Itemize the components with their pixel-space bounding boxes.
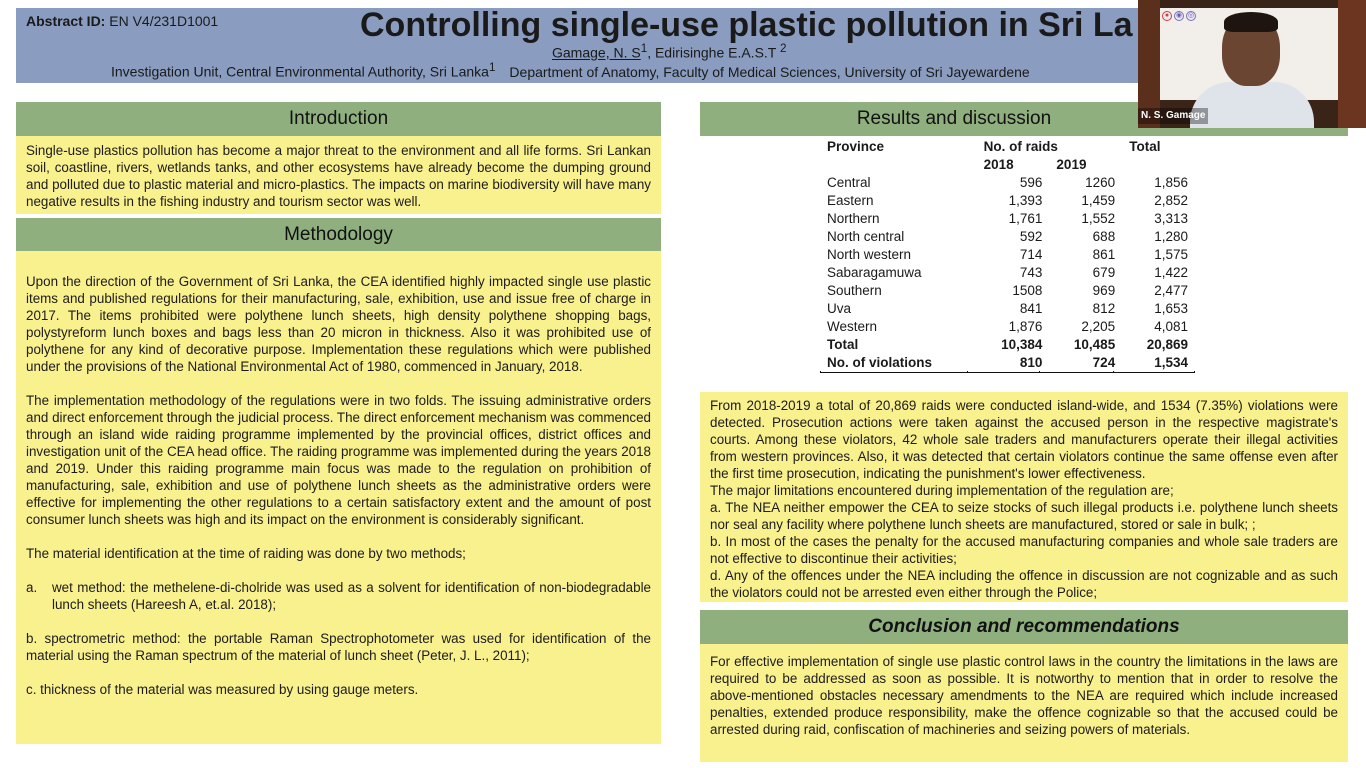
methodology-item-c: c. thickness of the material was measured by using gauge meters.	[26, 682, 419, 697]
methodology-heading: Methodology	[16, 218, 661, 251]
methodology-box	[16, 251, 661, 744]
table-row	[820, 281, 1195, 299]
conclusion-heading: Conclusion and recommendations	[700, 610, 1348, 644]
cell-total: 1,653	[1154, 300, 1188, 316]
mic-muted-icon[interactable]: ●	[1162, 11, 1172, 21]
cell-2019: 1260	[1085, 174, 1116, 190]
poster-authors: Gamage, N. $S^1$, Edirisinghe E.A.S.T $^2$	[552, 42, 787, 61]
cell-total: 1,534	[1154, 354, 1188, 370]
cell-2018: 714	[1019, 246, 1043, 262]
table-row	[820, 209, 1195, 227]
table-row	[820, 263, 1195, 281]
introduction-text: Single-use plastics pollution has become a major threat to the environment and all life forms. Sri Lankan soil, coastline, rivers, wetlands tanks, and other ecosystems have already become the dumping ground and polluted due to plastic material and micro-plastics. The impacts on marine biodiversity will have many negative results in the fishing industry and tourism sector was well.	[26, 143, 651, 209]
abstract-id: Abstract ID: EN V4/231D1001	[26, 13, 219, 29]
cell-province: Sabaragamuwa	[827, 264, 922, 280]
methodology-item-a: a. wet method: the methelene-di-cholride was used as a solvent for identification of non-biodegradable lunch sheets (Hareesh A, et.al. 2018);	[26, 580, 651, 612]
header-no-of-raids: No. of raids	[983, 138, 1058, 154]
cell-2018: 1,876	[1008, 318, 1043, 334]
cell-total: 2,477	[1154, 282, 1188, 298]
cell-province: Western	[827, 318, 878, 334]
cell-total: 1,280	[1154, 228, 1188, 244]
video-tile-icons	[1162, 11, 1196, 21]
table-row	[820, 191, 1195, 209]
cell-total: 2,852	[1154, 192, 1188, 208]
cell-2018: 1,393	[1008, 192, 1043, 208]
header-2018: 2018	[983, 156, 1014, 172]
table-total-row	[820, 335, 1195, 353]
cell-2019: 1,459	[1081, 192, 1116, 208]
cell-total: 1,856	[1154, 174, 1188, 190]
cell-2019: 679	[1092, 264, 1116, 280]
cell-province: Total	[827, 336, 859, 352]
cell-province: Central	[827, 174, 871, 190]
cell-2018: 592	[1019, 228, 1043, 244]
raids-table	[820, 137, 1195, 371]
table-header-row	[820, 155, 1195, 173]
header-total: Total	[1129, 138, 1161, 154]
table-row	[820, 173, 1195, 191]
results-limitation-b: b. In most of the cases the penalty for the accused manufacturing companies and whole sale traders are not effective to discontinue their activities;	[710, 534, 1338, 566]
results-limitation-a: a. The NEA neither empower the CEA to seize stocks of such illegal products i.e. polythene lunch sheets nor seal any facility where polythene lunch sheets are manufactured, stored or sale in bulk; ;	[710, 500, 1338, 532]
results-text-box	[700, 392, 1348, 602]
cell-total: 3,313	[1154, 210, 1188, 226]
results-limitation-d: d. Any of the offences under the NEA including the offence in discussion are not cognizable and as such the violators could not be arrested even either through the Police;	[710, 568, 1338, 600]
cell-2018: 743	[1019, 264, 1043, 280]
cell-2019: 969	[1092, 282, 1116, 298]
camera-icon[interactable]: ◉	[1175, 12, 1183, 19]
table-header-row	[820, 137, 1195, 155]
cell-total: 4,081	[1154, 318, 1188, 334]
cell-province: Northern	[827, 210, 880, 226]
table-row	[820, 227, 1195, 245]
cell-2019: 812	[1092, 300, 1116, 316]
participant-figure	[1190, 82, 1314, 128]
cell-province: North central	[827, 228, 905, 244]
methodology-item-b: b. spectrometric method: the portable Raman Spectrophotometer was used for identification of the material using the Raman spectrum of the material of lunch sheet (Peter, J. L., 2011);	[26, 631, 651, 663]
table-row	[820, 299, 1195, 317]
introduction-box	[16, 136, 661, 214]
cell-province: North western	[827, 246, 912, 262]
cell-2019: 724	[1092, 354, 1116, 370]
results-limitations-intro: The major limitations encountered during implementation of the regulation are;	[710, 483, 1174, 498]
cell-2019: 2,205	[1081, 318, 1116, 334]
cell-2019: 688	[1092, 228, 1116, 244]
cell-2018: 596	[1019, 174, 1043, 190]
conclusion-box	[700, 644, 1348, 762]
header-province: Province	[827, 138, 885, 154]
methodology-paragraph: The material identification at the time of raiding was done by two methods;	[26, 546, 466, 561]
cell-2018: 1,761	[1008, 210, 1043, 226]
cell-2019: 861	[1092, 246, 1116, 262]
cell-2019: 1,552	[1081, 210, 1116, 226]
participant-name-label: N. S. Gamage	[1138, 108, 1208, 124]
cell-2018: 810	[1019, 354, 1043, 370]
table-row	[820, 317, 1195, 335]
results-paragraph: From 2018-2019 a total of 20,869 raids were conducted island-wide, and 1534 (7.35%) violations were detected. Prosecution actions were taken against the accused person in the respective magistrate's courts. Among these violators, 42 whole sale traders and manufacturers operate their illegal activities from western provinces. Also, it was detected that certain violators continue the same offense even after the first time prosecution, indicating the punishment's lower effectiveness.	[710, 398, 1338, 481]
cell-2018: 1508	[1012, 282, 1043, 298]
methodology-paragraph: The implementation methodology of the regulations were in two folds. The issuing administrative orders and direct enforcement through the judicial process. The direct enforcement mechanism was commenced through an island wide raiding programme implemented by the provincial offices, district offices and investigation unit of the CEA head office. The raiding programme was implemented during the years 2018 and 2019. Under this raiding programme main focus was made to the regulation on prohibition of manufacturing, sale, exhibition and use of polythene lunch sheets as the administrative orders were effective for implementing the other regulations to a certain satisfactory extent and the amount of post consumer lunch sheets was high and its impact on the environment is considerably significant.	[26, 393, 651, 527]
table-violations-row	[820, 353, 1195, 371]
poster-affiliations: Investigation Unit, Central Environmental Authority, Sri Lanka$^1$ Department of Anatomy, Faculty of Medical Sciences, University of Sri Jayewardene	[111, 61, 1030, 80]
poster-title: Controlling single-use plastic pollution in Sri La	[360, 6, 1133, 44]
introduction-heading: Introduction	[16, 102, 661, 136]
cell-province: No. of violations	[827, 354, 933, 370]
participant-video-tile[interactable]	[1138, 0, 1366, 128]
header-2019: 2019	[1056, 156, 1087, 172]
results-heading: Results and discussion	[700, 102, 1348, 136]
cell-total: 1,422	[1154, 264, 1188, 280]
cell-province: Uva	[827, 300, 852, 316]
cell-2019: 10,485	[1073, 336, 1116, 352]
cell-2018: 841	[1019, 300, 1043, 316]
conclusion-text: For effective implementation of single use plastic control laws in the country the limitations in the laws are required to be addressed as soon as possible. It is notworthy to mention that in order to resolve the above-mentioned obstacles necessary amendments to the NEA are required which include increased penalties, extended produce responsibility, make the offence cognizable so that the accused could be arrested during raid, confiscation of machineries and seizing powers of materials.	[710, 654, 1338, 737]
pin-icon[interactable]: ◎	[1187, 12, 1195, 19]
cell-total: 1,575	[1154, 246, 1188, 262]
cell-2018: 10,384	[1001, 336, 1043, 352]
cell-province: Southern	[827, 282, 882, 298]
cell-total: 20,869	[1146, 336, 1188, 352]
cell-province: Eastern	[827, 192, 874, 208]
table-row	[820, 245, 1195, 263]
methodology-paragraph: Upon the direction of the Government of Sri Lanka, the CEA identified highly impacted single use plastic items and published regulations for their manufacturing, sale, exhibition, use and issue free of charge in 2017. The items prohibited were polythene lunch sheets, high density polythene shopping bags, polystyreform lunch boxes and bags less than 20 micron in thickness. Also it was prohibited use of polythene for any kind of decorative purpose. Implementation these regulations which were published under the provisions of the National Environmental Act of 1980, commenced in January, 2018.	[26, 274, 651, 374]
